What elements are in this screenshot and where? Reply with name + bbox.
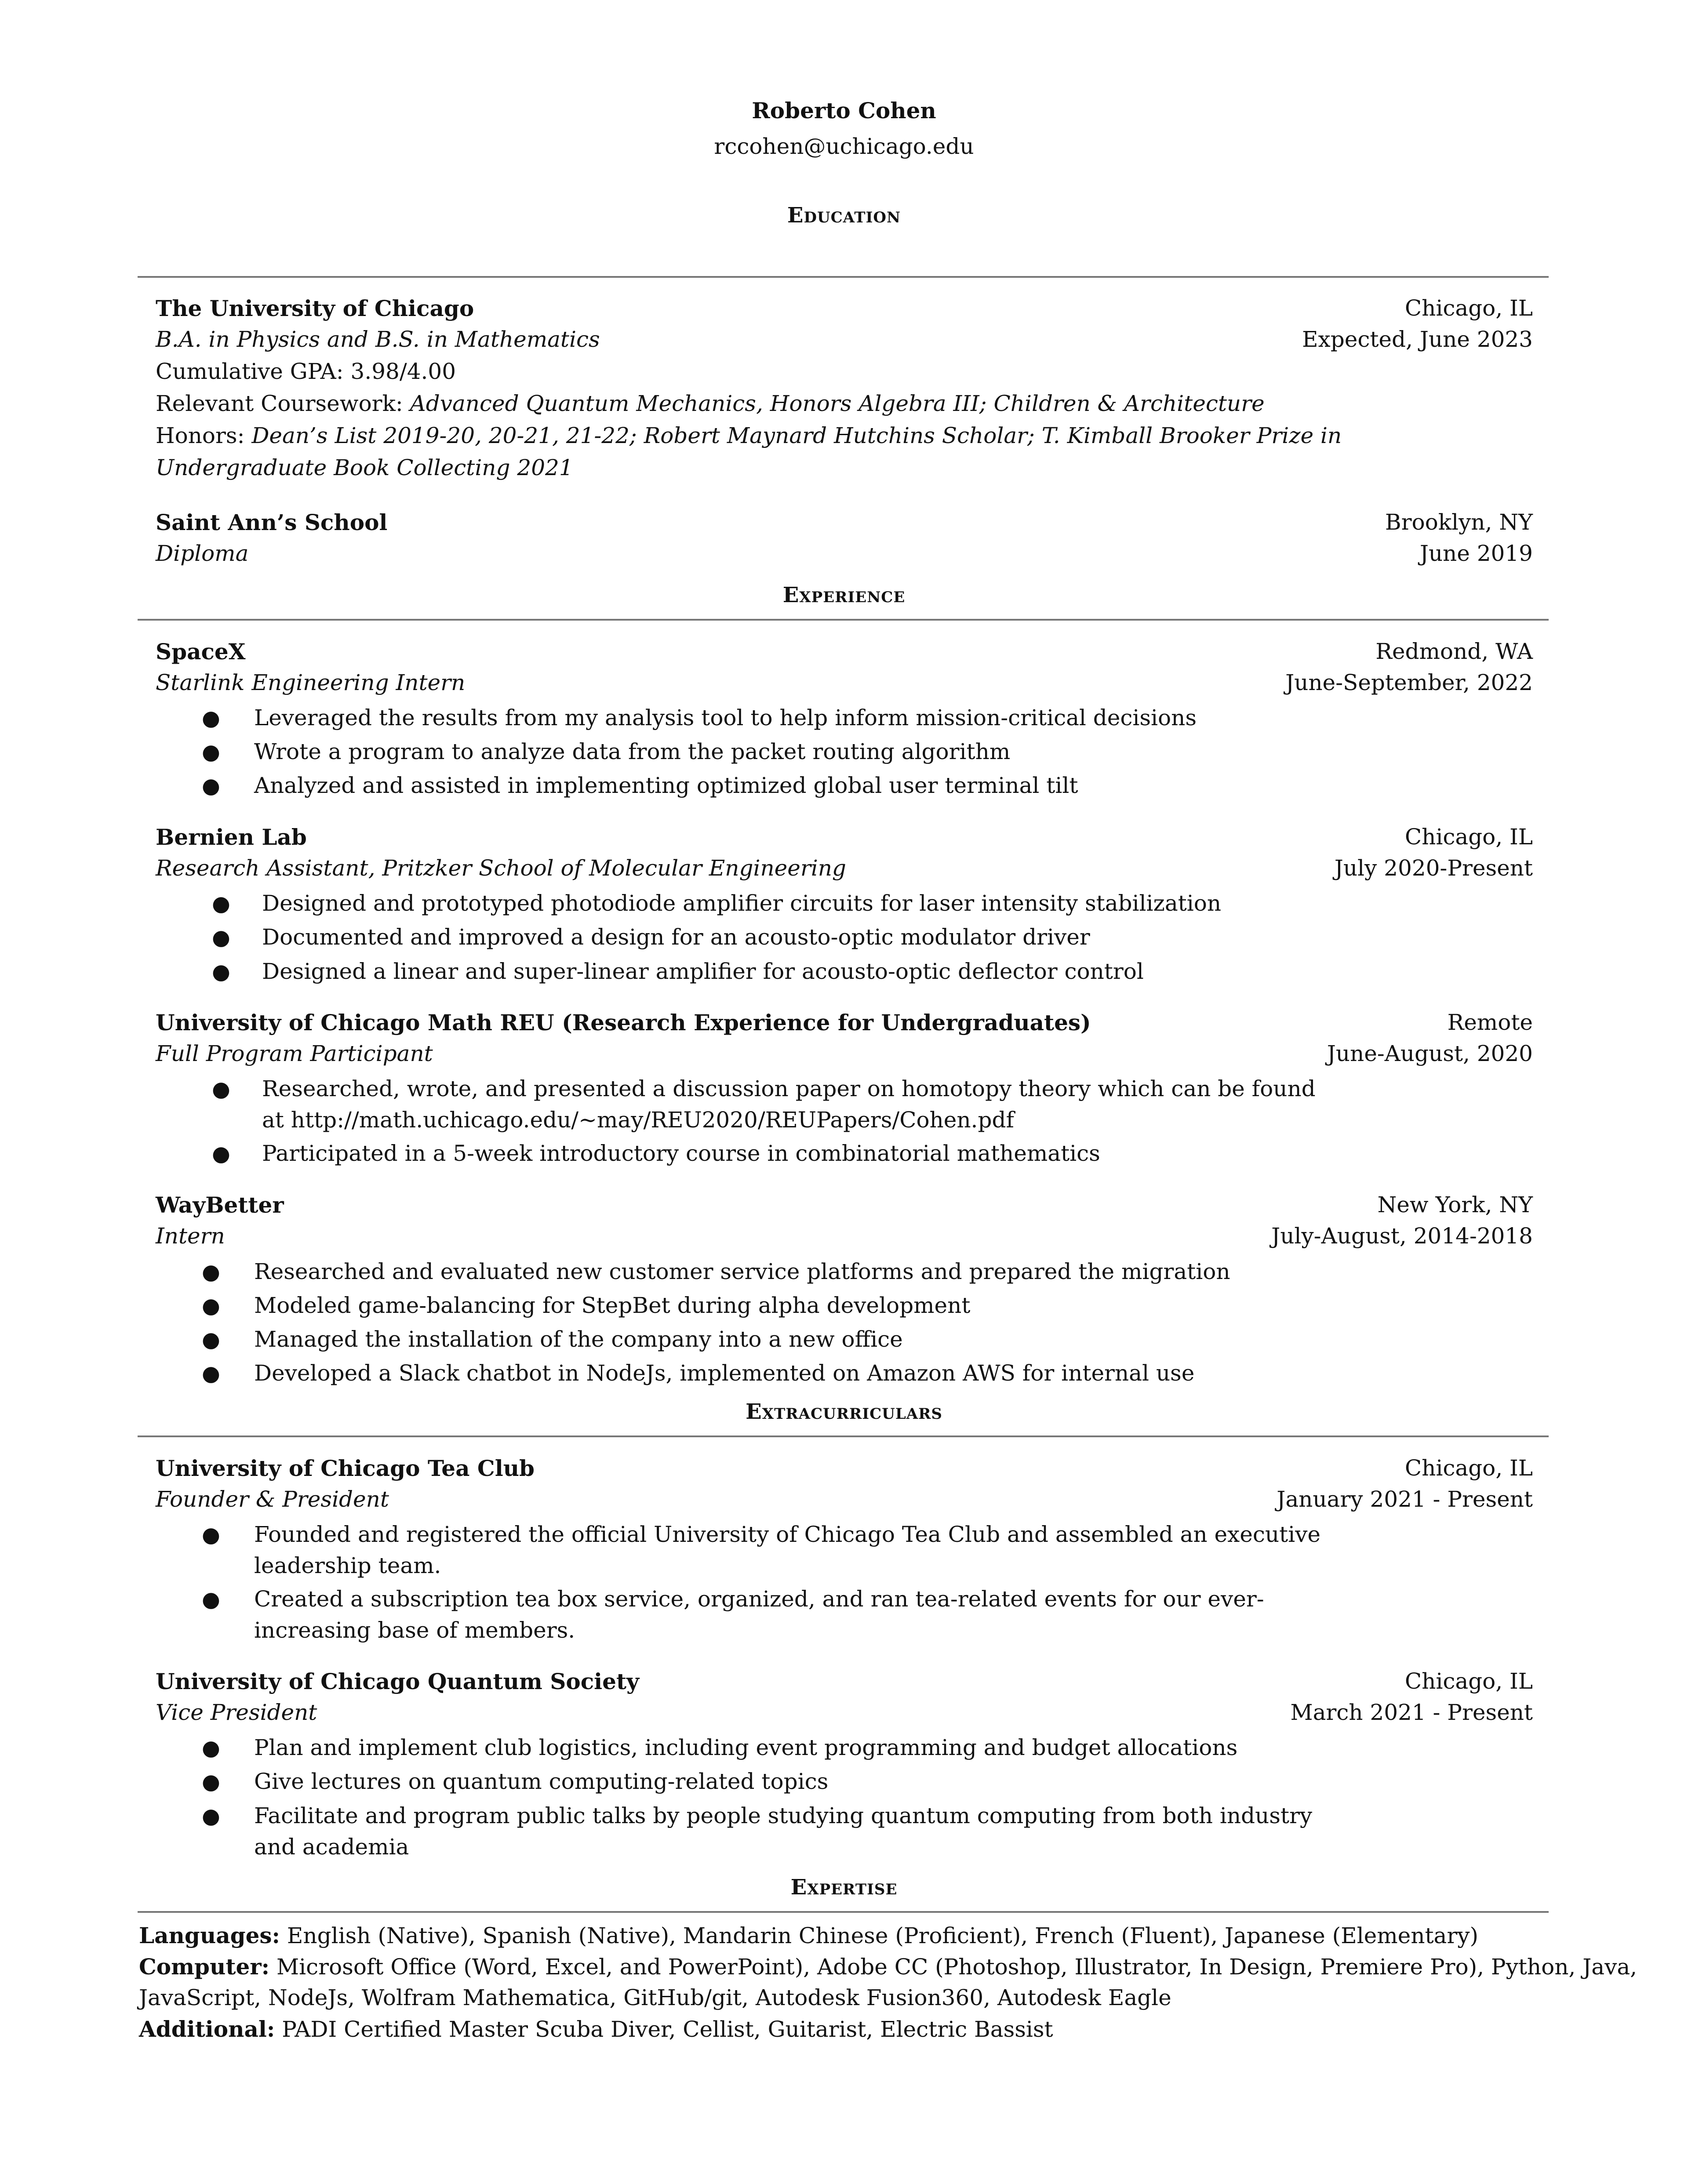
bullet-dot: ● <box>202 740 220 764</box>
bullet-text: Analyzed and assisted in implementing optimized global user terminal tilt <box>254 773 1078 798</box>
bullet-dot: ● <box>212 891 230 916</box>
bullet-text-cont: and academia <box>254 1834 409 1860</box>
role-date: July-August, 2014-2018 <box>1271 1223 1533 1249</box>
bullet-text: Designed and prototyped photodiode amplifier circuits for laser intensity stabilization <box>262 890 1222 916</box>
bullet-text: Created a subscription tea box service, organized, and ran tea-related events for our ever- <box>254 1586 1264 1612</box>
gpa-line: Cumulative GPA: 3.98/4.00 <box>156 359 456 384</box>
bullet-text-cont: leadership team. <box>254 1553 441 1578</box>
org-name: University of Chicago Math REU (Research Experience for Undergraduates) <box>156 1010 1091 1036</box>
org-name: Bernien Lab <box>156 824 307 850</box>
org-location: Chicago, IL <box>1404 824 1533 850</box>
role-date: March 2021 - Present <box>1290 1700 1533 1725</box>
org-location: Remote <box>1447 1010 1533 1035</box>
section-rule <box>138 619 1549 621</box>
role-title: Founder & President <box>156 1486 389 1512</box>
coursework-label: Relevant Coursework: <box>156 391 410 416</box>
role-date: June-September, 2022 <box>1285 670 1533 695</box>
skills-label: Computer: <box>139 1954 270 1980</box>
section-title-extracurriculars: Extracurriculars <box>746 1399 942 1424</box>
bullet-text: Founded and registered the official University of Chicago Tea Club and assembled an executive <box>254 1522 1321 1547</box>
section-title-expertise: Expertise <box>790 1875 898 1900</box>
bullet-dot: ● <box>202 1523 220 1547</box>
bullet-dot: ● <box>212 959 230 984</box>
school-location: Chicago, IL <box>1404 295 1533 321</box>
skills-computer <box>139 1954 1637 1980</box>
bullet-text: Participated in a 5-week introductory course in combinatorial mathematics <box>262 1141 1100 1166</box>
school-name: The University of Chicago <box>156 295 474 321</box>
bullet-text: Documented and improved a design for an acousto-optic modulator driver <box>262 924 1090 950</box>
section-rule <box>138 276 1549 278</box>
role-date: July 2020-Present <box>1334 855 1533 881</box>
bullet-dot: ● <box>202 1587 220 1612</box>
bullet-dot: ● <box>212 1141 230 1166</box>
role-title: Intern <box>156 1223 225 1249</box>
org-location: Chicago, IL <box>1404 1455 1533 1481</box>
skills-computer-cont: JavaScript, NodeJs, Wolfram Mathematica, GitHub/git, Autodesk Fusion360, Autodesk Eagle <box>139 1985 1171 2010</box>
honors-line <box>156 423 1342 448</box>
role-title: Starlink Engineering Intern <box>156 670 466 695</box>
role-date: June-August, 2020 <box>1327 1041 1533 1066</box>
bullet-dot: ● <box>202 1361 220 1386</box>
org-location: New York, NY <box>1377 1192 1533 1217</box>
school-degree: Diploma <box>156 541 249 566</box>
org-location: Redmond, WA <box>1375 639 1533 664</box>
coursework-line <box>156 391 1265 416</box>
bullet-text: Leveraged the results from my analysis tool to help inform mission-critical decisions <box>254 705 1197 730</box>
bullet-text: Developed a Slack chatbot in NodeJs, implemented on Amazon AWS for internal use <box>254 1360 1195 1386</box>
skills-value: PADI Certified Master Scuba Diver, Cellist, Guitarist, Electric Bassist <box>275 2017 1053 2042</box>
bullet-text: Designed a linear and super-linear amplifier for acousto-optic deflector control <box>262 959 1144 984</box>
bullet-text: Wrote a program to analyze data from the packet routing algorithm <box>254 739 1011 764</box>
bullet-dot: ● <box>202 1327 220 1352</box>
role-title: Vice President <box>156 1700 317 1725</box>
section-rule <box>138 1911 1549 1913</box>
section-rule <box>138 1435 1549 1437</box>
bullet-dot: ● <box>212 925 230 950</box>
role-date: January 2021 - Present <box>1277 1486 1533 1512</box>
honors-line-cont: Undergraduate Book Collecting 2021 <box>156 455 573 480</box>
bullet-dot: ● <box>202 1294 220 1318</box>
bullet-dot: ● <box>202 1736 220 1760</box>
role-title: Research Assistant, Pritzker School of Molecular Engineering <box>156 855 846 881</box>
honors-label: Honors: <box>156 423 252 448</box>
school-date: Expected, June 2023 <box>1302 327 1533 352</box>
bullet-text: Plan and implement club logistics, including event programming and budget allocations <box>254 1735 1238 1760</box>
skills-label: Additional: <box>139 2016 275 2042</box>
bullet-text: Managed the installation of the company into a new office <box>254 1326 903 1352</box>
school-location: Brooklyn, NY <box>1385 509 1533 535</box>
bullet-dot: ● <box>202 1260 220 1284</box>
resume-name: Roberto Cohen <box>752 98 936 124</box>
org-name: SpaceX <box>156 639 246 665</box>
role-title: Full Program Participant <box>156 1041 433 1066</box>
bullet-dot: ● <box>202 1770 220 1794</box>
skills-languages <box>139 1922 1478 1948</box>
bullet-text: Researched, wrote, and presented a discussion paper on homotopy theory which can be found <box>262 1076 1316 1101</box>
skills-value: English (Native), Spanish (Native), Mandarin Chinese (Proficient), French (Fluent), Japanese (Elementary) <box>280 1923 1479 1948</box>
skills-label: Languages: <box>139 1922 280 1948</box>
org-name: University of Chicago Tea Club <box>156 1455 535 1481</box>
bullet-text: Give lectures on quantum computing-related topics <box>254 1769 829 1794</box>
bullet-text-cont: increasing base of members. <box>254 1617 575 1643</box>
org-location: Chicago, IL <box>1404 1668 1533 1694</box>
school-degree: B.A. in Physics and B.S. in Mathematics <box>156 327 600 352</box>
bullet-dot: ● <box>212 1077 230 1101</box>
skills-value: Microsoft Office (Word, Excel, and PowerPoint), Adobe CC (Photoshop, Illustrator, In Design, Premiere Pro), Python, Java, <box>269 1954 1637 1980</box>
bullet-dot: ● <box>202 706 220 730</box>
bullet-text-cont: at http://math.uchicago.edu/~may/REU2020/REUPapers/Cohen.pdf <box>262 1107 1014 1133</box>
skills-additional <box>139 2016 1053 2042</box>
org-name: University of Chicago Quantum Society <box>156 1668 640 1694</box>
section-title-education: Education <box>787 203 901 228</box>
bullet-text: Modeled game-balancing for StepBet during alpha development <box>254 1293 971 1318</box>
org-name: WayBetter <box>156 1192 284 1218</box>
bullet-text: Researched and evaluated new customer service platforms and prepared the migration <box>254 1259 1230 1284</box>
school-name: Saint Ann’s School <box>156 509 388 535</box>
honors-value: Dean’s List 2019-20, 20-21, 21-22; Robert Maynard Hutchins Scholar; T. Kimball Brooker Prize in <box>251 423 1342 448</box>
resume-email: rccohen@uchicago.edu <box>714 134 974 159</box>
bullet-text: Facilitate and program public talks by people studying quantum computing from both industry <box>254 1803 1313 1828</box>
bullet-dot: ● <box>202 774 220 798</box>
section-title-experience: Experience <box>782 583 906 607</box>
coursework-value: Advanced Quantum Mechanics, Honors Algebra III; Children & Architecture <box>410 391 1265 416</box>
bullet-dot: ● <box>202 1804 220 1828</box>
school-date: June 2019 <box>1419 541 1533 566</box>
